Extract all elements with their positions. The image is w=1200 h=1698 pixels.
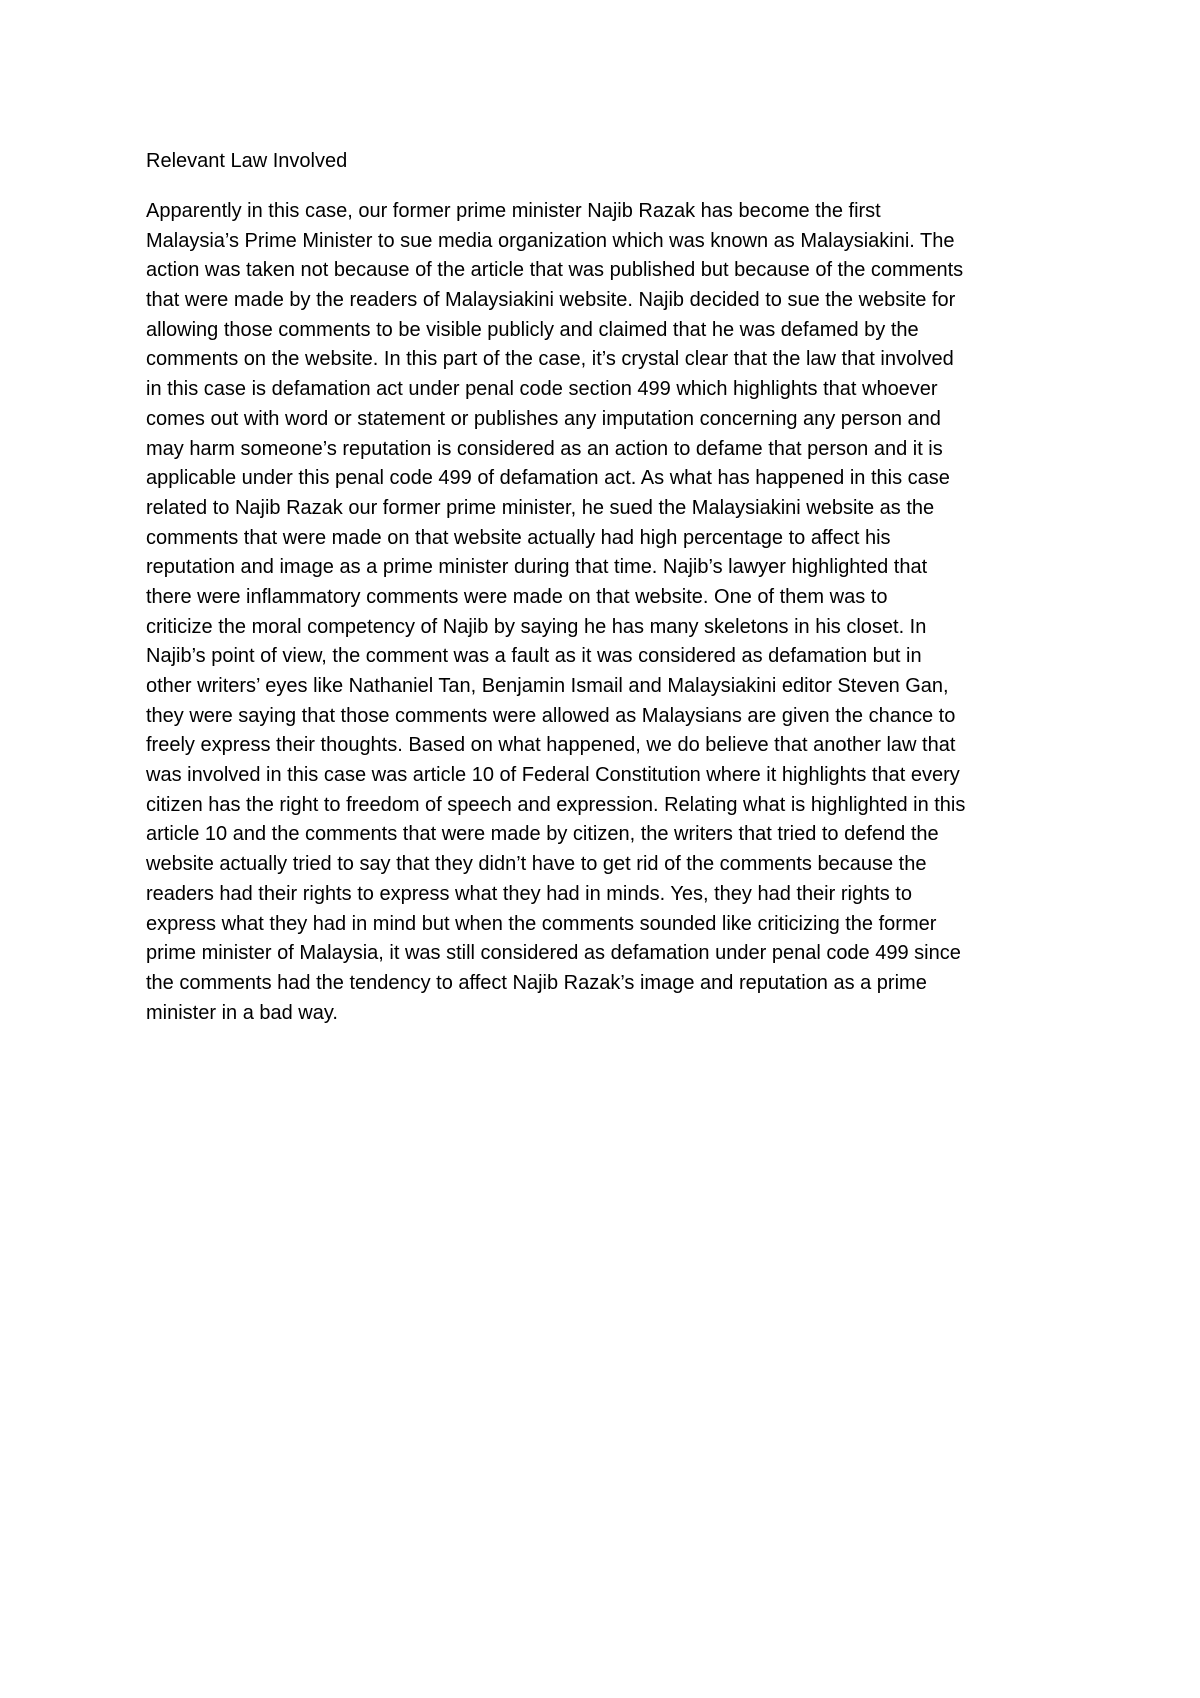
paragraph-line: reputation and image as a prime minister during that time. Najib’s lawyer highlighted that: [146, 556, 928, 579]
paragraph-line: may harm someone’s reputation is considered as an action to defame that person and it is: [146, 437, 943, 460]
paragraph-line: Apparently in this case, our former prime minister Najib Razak has become the first: [146, 200, 881, 222]
paragraph-line: comments on the website. In this part of the case, it’s crystal clear that the law that involved: [146, 348, 954, 371]
paragraph-line: action was taken not because of the article that was published but because of the comments: [146, 259, 964, 282]
paragraph-line: article 10 and the comments that were made by citizen, the writers that tried to defend the: [146, 823, 939, 846]
paragraph-line: Malaysia’s Prime Minister to sue media organization which was known as Malaysiakini. The: [146, 229, 955, 252]
paragraph-line: other writers’ eyes like Nathaniel Tan, Benjamin Ismail and Malaysiakini editor Steven Gan,: [146, 675, 949, 697]
paragraph-line: comes out with word or statement or publishes any imputation concerning any person and: [146, 407, 941, 430]
paragraph-line: Najib’s point of view, the comment was a fault as it was considered as defamation but in: [146, 645, 922, 668]
paragraph-line: prime minister of Malaysia, it was still considered as defamation under penal code 499 since: [146, 942, 961, 965]
paragraph-line: readers had their rights to express what they had in minds. Yes, they had their rights to: [146, 882, 912, 905]
paragraph-line: criticize the moral competency of Najib by saying he has many skeletons in his closet. In: [146, 615, 927, 638]
paragraph-line: the comments had the tendency to affect Najib Razak’s image and reputation as a prime: [146, 971, 927, 994]
paragraph-line: comments that were made on that website actually had high percentage to affect his: [146, 526, 891, 549]
paragraph-line: minister in a bad way.: [146, 1001, 338, 1024]
paragraph-line: they were saying that those comments were allowed as Malaysians are given the chance to: [146, 704, 956, 727]
paragraph-line: citizen has the right to freedom of speech and expression. Relating what is highlighted in this: [146, 793, 966, 816]
paragraph-line: related to Najib Razak our former prime minister, he sued the Malaysiakini website as the: [146, 496, 935, 519]
document-body: [146, 146, 1066, 1028]
body-paragraph: [146, 197, 1066, 1028]
paragraph-line: freely express their thoughts. Based on what happened, we do believe that another law that: [146, 734, 956, 757]
paragraph-line: there were inflammatory comments were made on that website. One of them was to: [146, 585, 888, 608]
section-heading: Relevant Law Involved: [146, 150, 348, 172]
paragraph-line: allowing those comments to be visible publicly and claimed that he was defamed by the: [146, 318, 919, 341]
paragraph-line: in this case is defamation act under penal code section 499 which highlights that whoever: [146, 378, 938, 401]
paragraph-line: website actually tried to say that they didn’t have to get rid of the comments because the: [146, 853, 927, 876]
paragraph-line: applicable under this penal code 499 of defamation act. As what has happened in this case: [146, 467, 950, 490]
paragraph-line: that were made by the readers of Malaysiakini website. Najib decided to sue the website for: [146, 289, 956, 312]
paragraph-line: was involved in this case was article 10 of Federal Constitution where it highlights that every: [146, 764, 960, 787]
paragraph-line: express what they had in mind but when the comments sounded like criticizing the former: [146, 912, 937, 935]
